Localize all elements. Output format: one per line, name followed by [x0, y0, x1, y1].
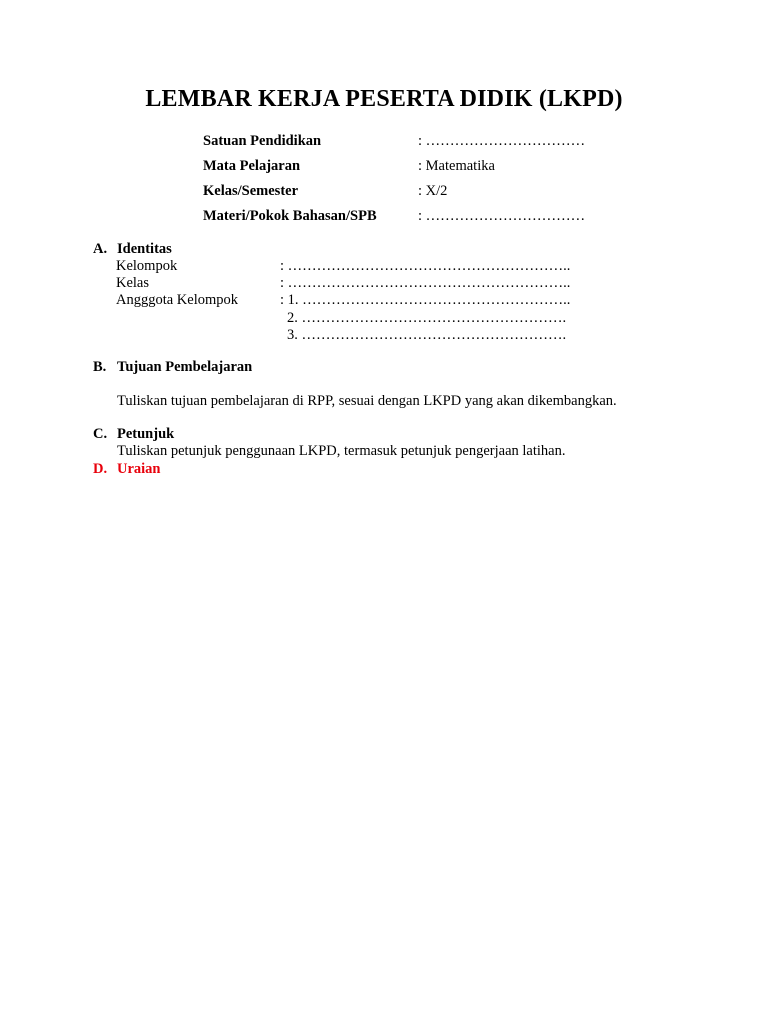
meta-row-kelas-semester [203, 183, 703, 203]
identity-value-anggota-2: 2. ………………………………………………. [287, 310, 567, 326]
meta-label: Satuan Pendidikan [203, 133, 322, 149]
section-d-title: Uraian [117, 461, 161, 477]
meta-value: : …………………………… [418, 208, 586, 224]
meta-label: Materi/Pokok Bahasan/SPB [203, 208, 377, 224]
section-c-letter: C. [93, 426, 108, 442]
section-c-title: Petunjuk [117, 426, 175, 442]
section-c-text: Tuliskan petunjuk penggunaan LKPD, termasuk petunjuk pengerjaan latihan. [117, 443, 566, 459]
identity-value-anggota-3: 3. ………………………………………………. [287, 327, 567, 343]
meta-value: : X/2 [418, 183, 448, 199]
section-a-letter: A. [93, 241, 108, 257]
section-b-text: Tuliskan tujuan pembelajaran di RPP, sesuai dengan LKPD yang akan dikembangkan. [117, 393, 617, 409]
identity-label-kelas: Kelas [116, 275, 150, 291]
identity-value-kelompok: : ………………………………………………….. [280, 258, 571, 274]
meta-label: Kelas/Semester [203, 183, 299, 199]
meta-value: : Matematika [418, 158, 495, 174]
section-b-title: Tujuan Pembelajaran [117, 359, 253, 375]
meta-row-mata-pelajaran [203, 158, 703, 178]
section-a-title: Identitas [117, 241, 172, 257]
section-d-letter: D. [93, 461, 108, 477]
section-b-letter: B. [93, 359, 107, 375]
meta-row-materi [203, 208, 703, 228]
meta-label: Mata Pelajaran [203, 158, 301, 174]
identity-value-kelas: : ………………………………………………….. [280, 275, 571, 291]
meta-row-satuan-pendidikan [203, 133, 703, 153]
meta-value: : …………………………… [418, 133, 586, 149]
identity-label-anggota: Angggota Kelompok [116, 292, 239, 308]
document-title: LEMBAR KERJA PESERTA DIDIK (LKPD) [145, 86, 623, 112]
identity-value-anggota-1: : 1. ……………………………………………….. [280, 292, 571, 308]
identity-label-kelompok: Kelompok [116, 258, 178, 274]
